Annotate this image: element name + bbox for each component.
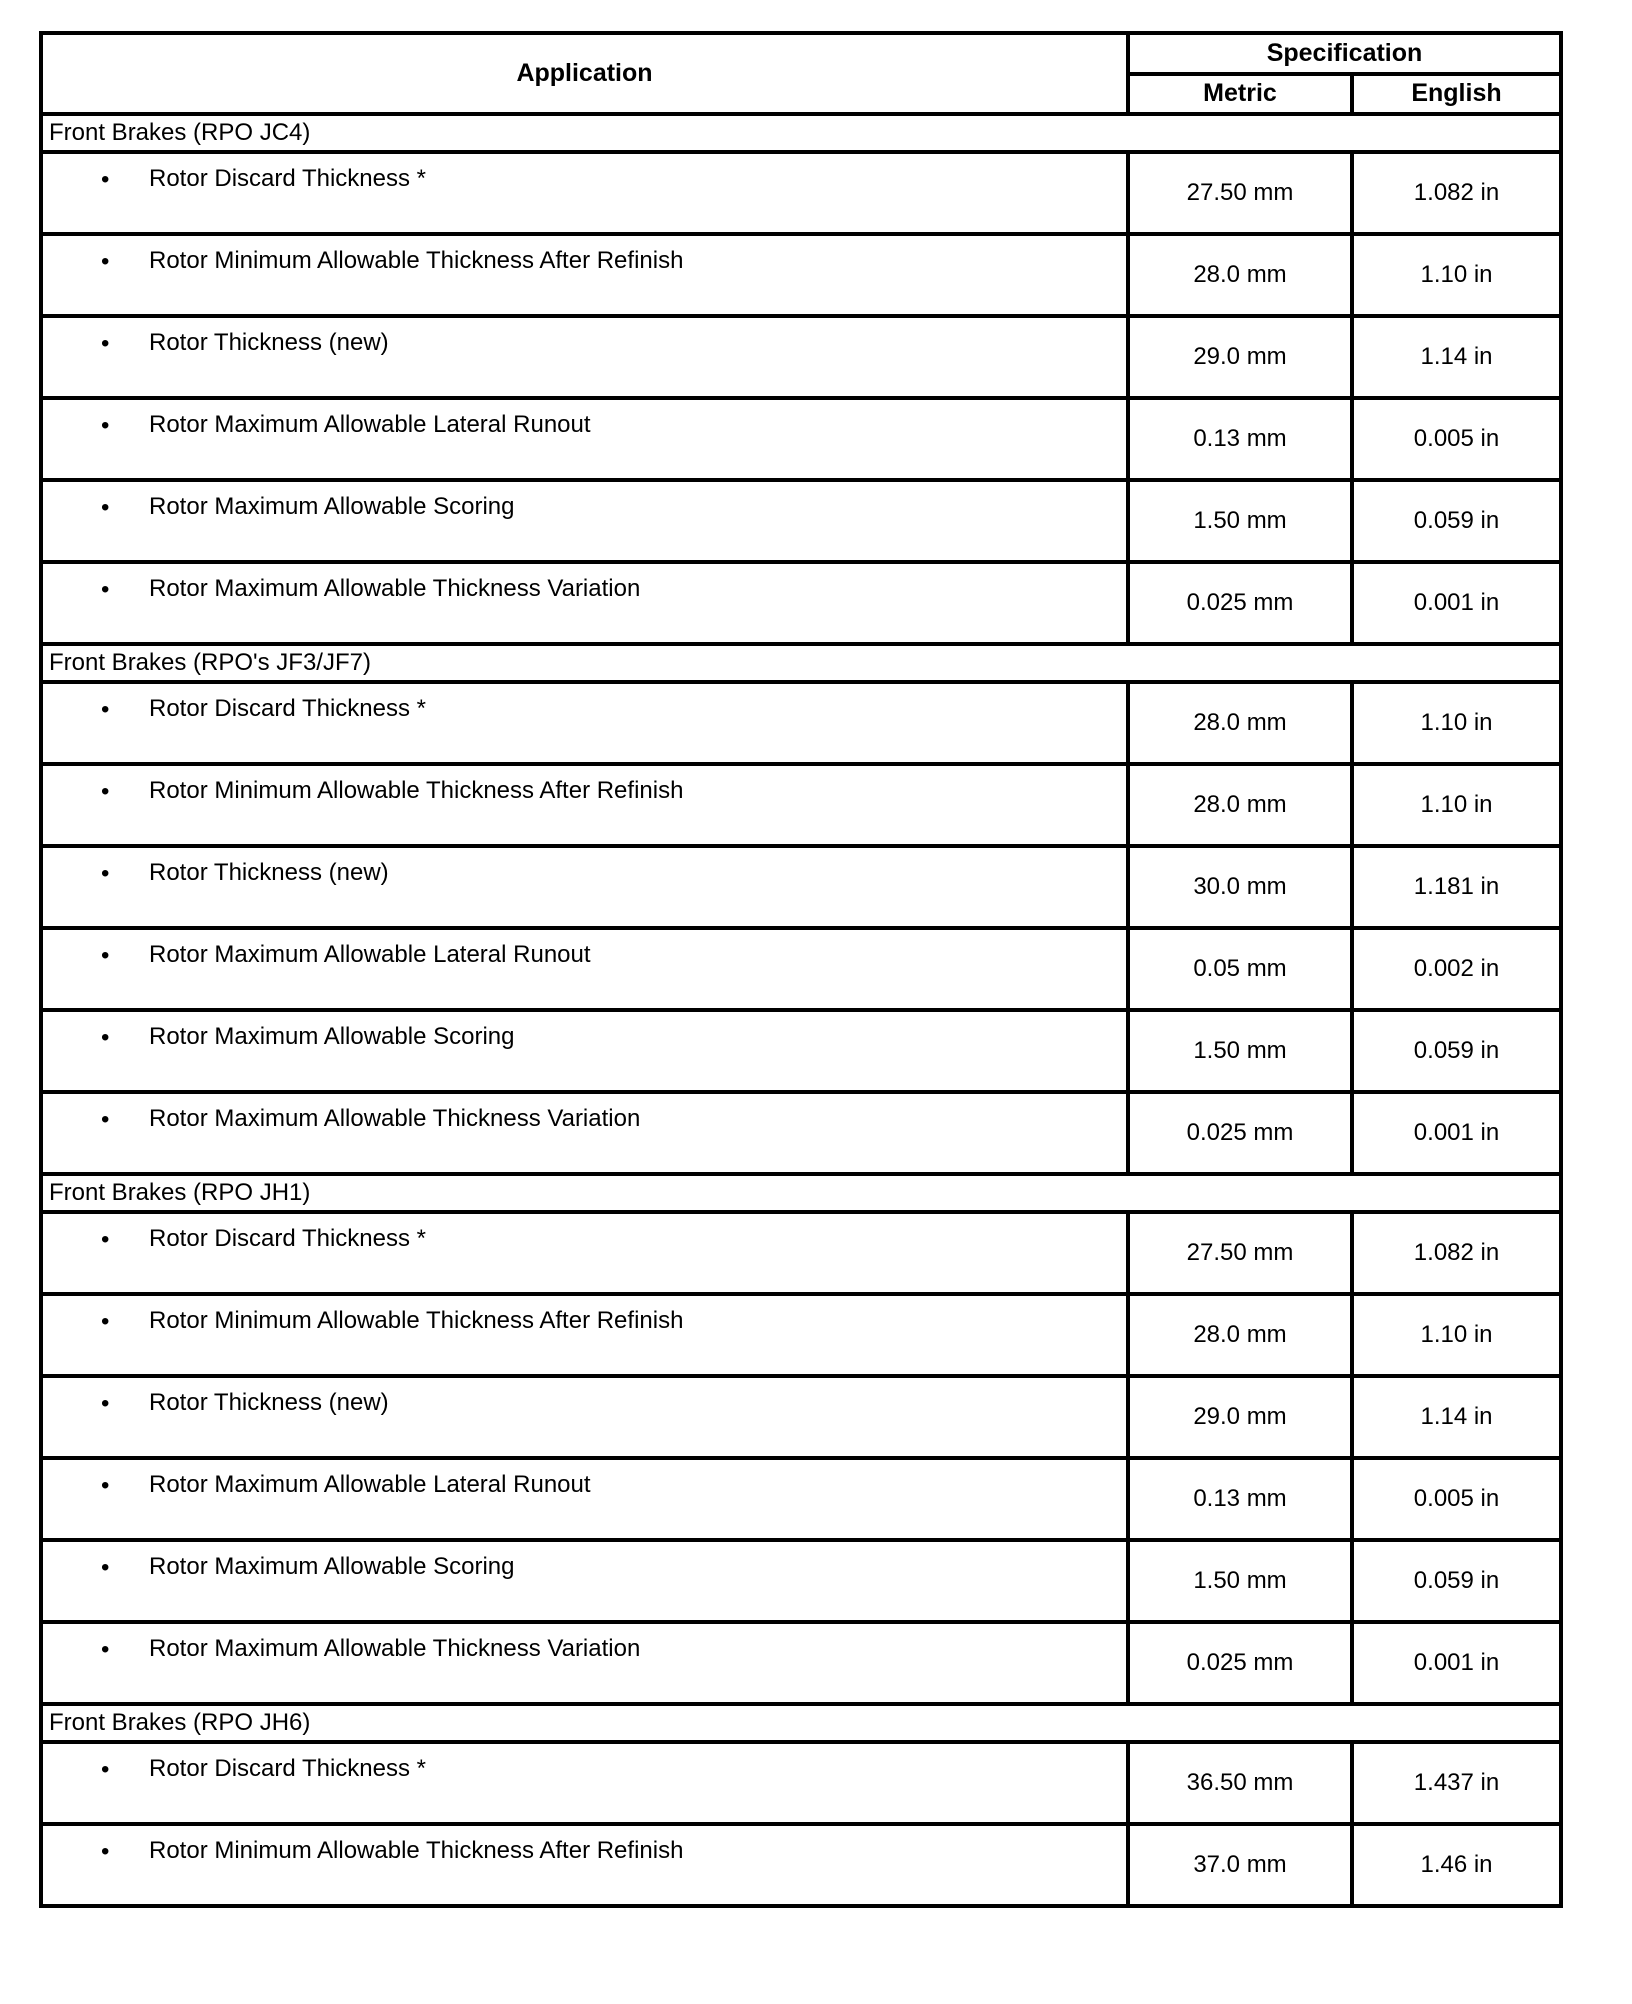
english-value: 1.181 in — [1352, 846, 1561, 928]
metric-value: 1.50 mm — [1128, 1540, 1352, 1622]
english-value: 0.005 in — [1352, 398, 1561, 480]
specification-table — [39, 31, 1563, 1908]
metric-value: 28.0 mm — [1128, 682, 1352, 764]
application-label: Rotor Minimum Allowable Thickness After Refinish — [149, 1837, 684, 1864]
bullet-icon: • — [101, 166, 110, 193]
metric-value: 28.0 mm — [1128, 764, 1352, 846]
metric-header: Metric — [1128, 74, 1352, 115]
application-cell — [41, 1742, 1128, 1824]
group-title: Front Brakes (RPO's JF3/JF7) — [41, 644, 1561, 682]
table-row — [41, 152, 1561, 234]
application-cell — [41, 562, 1128, 644]
english-header: English — [1352, 74, 1561, 115]
application-cell — [41, 234, 1128, 316]
group-row — [41, 114, 1561, 152]
group-row — [41, 644, 1561, 682]
table-row — [41, 234, 1561, 316]
application-label: Rotor Maximum Allowable Thickness Variation — [149, 575, 641, 602]
application-cell — [41, 928, 1128, 1010]
english-value: 0.059 in — [1352, 1540, 1561, 1622]
application-cell — [41, 1212, 1128, 1294]
metric-value: 37.0 mm — [1128, 1824, 1352, 1906]
english-value: 1.10 in — [1352, 764, 1561, 846]
english-value: 1.14 in — [1352, 316, 1561, 398]
english-value: 1.437 in — [1352, 1742, 1561, 1824]
application-label: Rotor Minimum Allowable Thickness After Refinish — [149, 777, 684, 804]
bullet-icon: • — [101, 778, 110, 805]
table-row — [41, 1540, 1561, 1622]
table-row — [41, 764, 1561, 846]
application-label: Rotor Maximum Allowable Thickness Variation — [149, 1635, 641, 1662]
application-cell — [41, 682, 1128, 764]
english-value: 0.059 in — [1352, 480, 1561, 562]
table-row — [41, 1742, 1561, 1824]
bullet-icon: • — [101, 330, 110, 357]
group-title: Front Brakes (RPO JH6) — [41, 1704, 1561, 1742]
metric-value: 29.0 mm — [1128, 316, 1352, 398]
bullet-icon: • — [101, 576, 110, 603]
bullet-icon: • — [101, 1636, 110, 1663]
bullet-icon: • — [101, 1308, 110, 1335]
table-row — [41, 1458, 1561, 1540]
bullet-icon: • — [101, 248, 110, 275]
english-value: 1.10 in — [1352, 234, 1561, 316]
application-cell — [41, 1294, 1128, 1376]
application-cell — [41, 316, 1128, 398]
bullet-icon: • — [101, 696, 110, 723]
english-value: 0.005 in — [1352, 1458, 1561, 1540]
english-value: 0.002 in — [1352, 928, 1561, 1010]
metric-value: 0.05 mm — [1128, 928, 1352, 1010]
application-cell — [41, 152, 1128, 234]
specification-header: Specification — [1128, 33, 1561, 74]
bullet-icon: • — [101, 412, 110, 439]
metric-value: 0.025 mm — [1128, 1622, 1352, 1704]
application-cell — [41, 480, 1128, 562]
table-header — [41, 33, 1561, 114]
bullet-icon: • — [101, 1838, 110, 1865]
group-title: Front Brakes (RPO JH1) — [41, 1174, 1561, 1212]
table-row — [41, 846, 1561, 928]
table-row — [41, 1212, 1561, 1294]
group-row — [41, 1174, 1561, 1212]
table-row — [41, 1376, 1561, 1458]
table-row — [41, 316, 1561, 398]
application-label: Rotor Discard Thickness * — [149, 165, 426, 192]
bullet-icon: • — [101, 942, 110, 969]
metric-value: 0.025 mm — [1128, 562, 1352, 644]
table-row — [41, 1010, 1561, 1092]
metric-value: 0.13 mm — [1128, 398, 1352, 480]
application-cell — [41, 1622, 1128, 1704]
application-label: Rotor Minimum Allowable Thickness After Refinish — [149, 1307, 684, 1334]
metric-value: 27.50 mm — [1128, 1212, 1352, 1294]
application-label: Rotor Maximum Allowable Lateral Runout — [149, 941, 591, 968]
application-cell — [41, 1824, 1128, 1906]
application-cell — [41, 1092, 1128, 1174]
english-value: 1.082 in — [1352, 152, 1561, 234]
bullet-icon: • — [101, 1554, 110, 1581]
english-value: 1.10 in — [1352, 682, 1561, 764]
table-row — [41, 1294, 1561, 1376]
bullet-icon: • — [101, 1756, 110, 1783]
table-row — [41, 1092, 1561, 1174]
bullet-icon: • — [101, 1226, 110, 1253]
application-cell — [41, 1540, 1128, 1622]
bullet-icon: • — [101, 1106, 110, 1133]
application-label: Rotor Maximum Allowable Thickness Variation — [149, 1105, 641, 1132]
metric-value: 0.025 mm — [1128, 1092, 1352, 1174]
application-label: Rotor Maximum Allowable Scoring — [149, 1023, 515, 1050]
application-label: Rotor Maximum Allowable Scoring — [149, 1553, 515, 1580]
english-value: 1.46 in — [1352, 1824, 1561, 1906]
english-value: 0.001 in — [1352, 1622, 1561, 1704]
english-value: 0.001 in — [1352, 562, 1561, 644]
bullet-icon: • — [101, 494, 110, 521]
metric-value: 27.50 mm — [1128, 152, 1352, 234]
bullet-icon: • — [101, 1390, 110, 1417]
metric-value: 29.0 mm — [1128, 1376, 1352, 1458]
application-label: Rotor Thickness (new) — [149, 329, 389, 356]
application-label: Rotor Thickness (new) — [149, 859, 389, 886]
bullet-icon: • — [101, 860, 110, 887]
application-label: Rotor Maximum Allowable Lateral Runout — [149, 411, 591, 438]
metric-value: 36.50 mm — [1128, 1742, 1352, 1824]
application-cell — [41, 1376, 1128, 1458]
english-value: 1.10 in — [1352, 1294, 1561, 1376]
table-row — [41, 398, 1561, 480]
application-label: Rotor Minimum Allowable Thickness After Refinish — [149, 247, 684, 274]
table-row — [41, 682, 1561, 764]
application-cell — [41, 398, 1128, 480]
bullet-icon: • — [101, 1024, 110, 1051]
table-row — [41, 1622, 1561, 1704]
metric-value: 28.0 mm — [1128, 1294, 1352, 1376]
application-cell — [41, 764, 1128, 846]
application-label: Rotor Discard Thickness * — [149, 1755, 426, 1782]
application-cell — [41, 1458, 1128, 1540]
application-label: Rotor Discard Thickness * — [149, 695, 426, 722]
table-row — [41, 928, 1561, 1010]
application-label: Rotor Discard Thickness * — [149, 1225, 426, 1252]
metric-value: 28.0 mm — [1128, 234, 1352, 316]
group-title: Front Brakes (RPO JC4) — [41, 114, 1561, 152]
english-value: 1.14 in — [1352, 1376, 1561, 1458]
application-label: Rotor Maximum Allowable Scoring — [149, 493, 515, 520]
table-row — [41, 1824, 1561, 1906]
bullet-icon: • — [101, 1472, 110, 1499]
metric-value: 0.13 mm — [1128, 1458, 1352, 1540]
table-row — [41, 562, 1561, 644]
group-row — [41, 1704, 1561, 1742]
english-value: 0.059 in — [1352, 1010, 1561, 1092]
metric-value: 1.50 mm — [1128, 1010, 1352, 1092]
metric-value: 1.50 mm — [1128, 480, 1352, 562]
application-label: Rotor Maximum Allowable Lateral Runout — [149, 1471, 591, 1498]
application-label: Rotor Thickness (new) — [149, 1389, 389, 1416]
application-header: Application — [41, 33, 1128, 114]
metric-value: 30.0 mm — [1128, 846, 1352, 928]
table-body — [41, 114, 1561, 1906]
application-cell — [41, 1010, 1128, 1092]
table-row — [41, 480, 1561, 562]
english-value: 1.082 in — [1352, 1212, 1561, 1294]
english-value: 0.001 in — [1352, 1092, 1561, 1174]
application-cell — [41, 846, 1128, 928]
